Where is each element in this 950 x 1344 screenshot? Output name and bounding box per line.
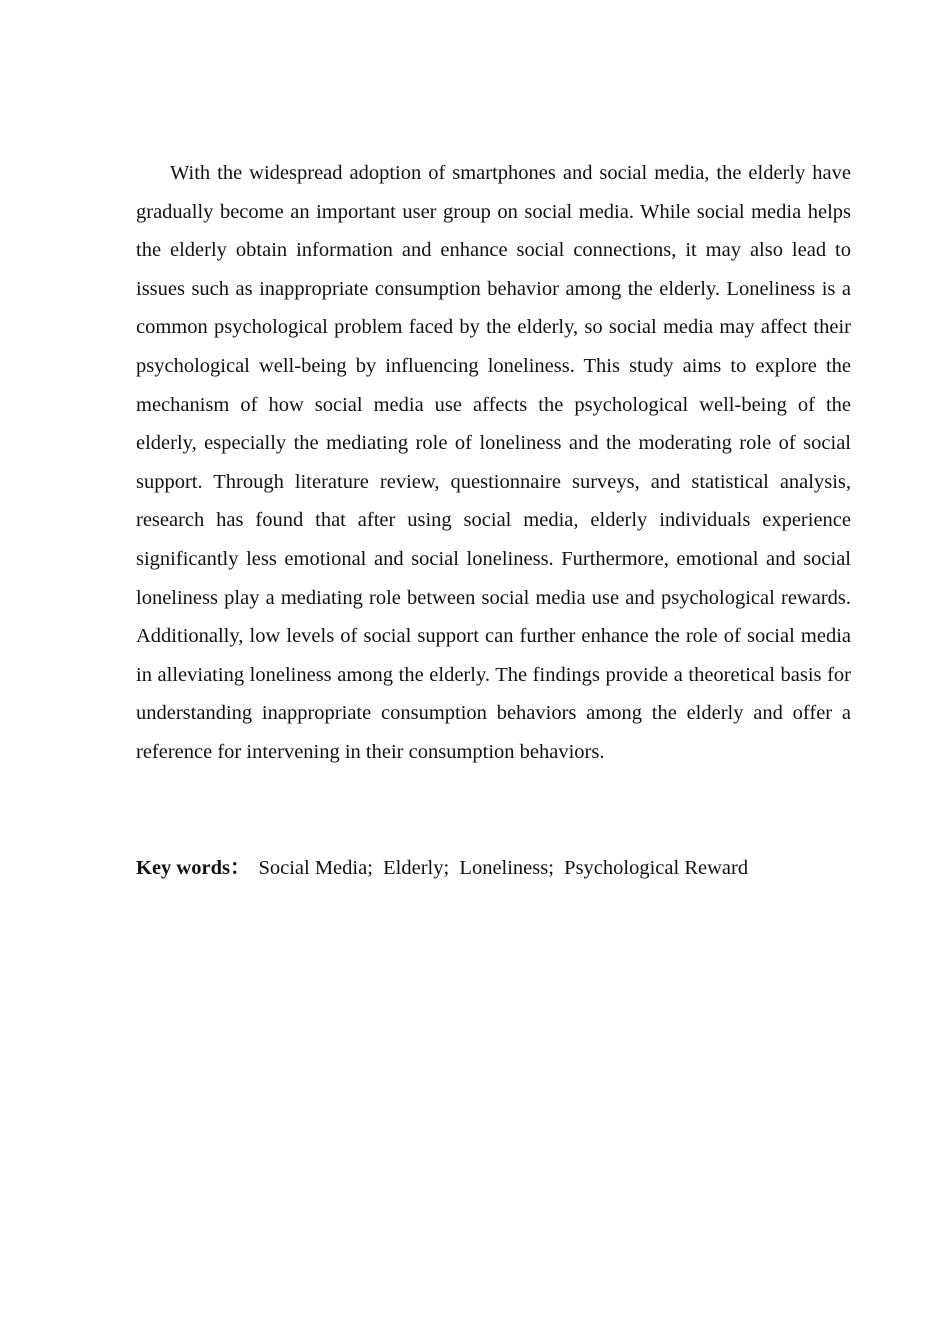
abstract-paragraph: With the widespread adoption of smartphones and social media, the elderly have gradually become an important user group on social media. While social media helps the elderly obtain information and enhance social connections, it may also lead to issues such as inappropriate consumption behavior among the elderly. Loneliness is a common psychological problem faced by the elderly, so social media may affect their psychological well-being by influencing loneliness. This study aims to explore the mechanism of how social media use affects the psychological well-being of the elderly, especially the mediating role of loneliness and the moderating role of social support. Through literature review, questionnaire surveys, and statistical analysis, research has found that after using social media, elderly individuals experience significantly less emotional and social loneliness. Furthermore, emotional and social loneliness play a mediating role between social media use and psychological rewards. Additionally, low levels of social support can further enhance the role of social media in alleviating loneliness among the elderly. The findings provide a theoretical basis for understanding inappropriate consumption behaviors among the elderly and offer a reference for intervening in their consumption behaviors. (136, 162, 851, 763)
keywords-separator: ： (229, 857, 251, 879)
keywords-label: Key words (136, 857, 230, 879)
keywords-text: Social Media; Elderly; Loneliness; Psychological Reward (258, 857, 749, 879)
keywords-line (136, 849, 851, 887)
